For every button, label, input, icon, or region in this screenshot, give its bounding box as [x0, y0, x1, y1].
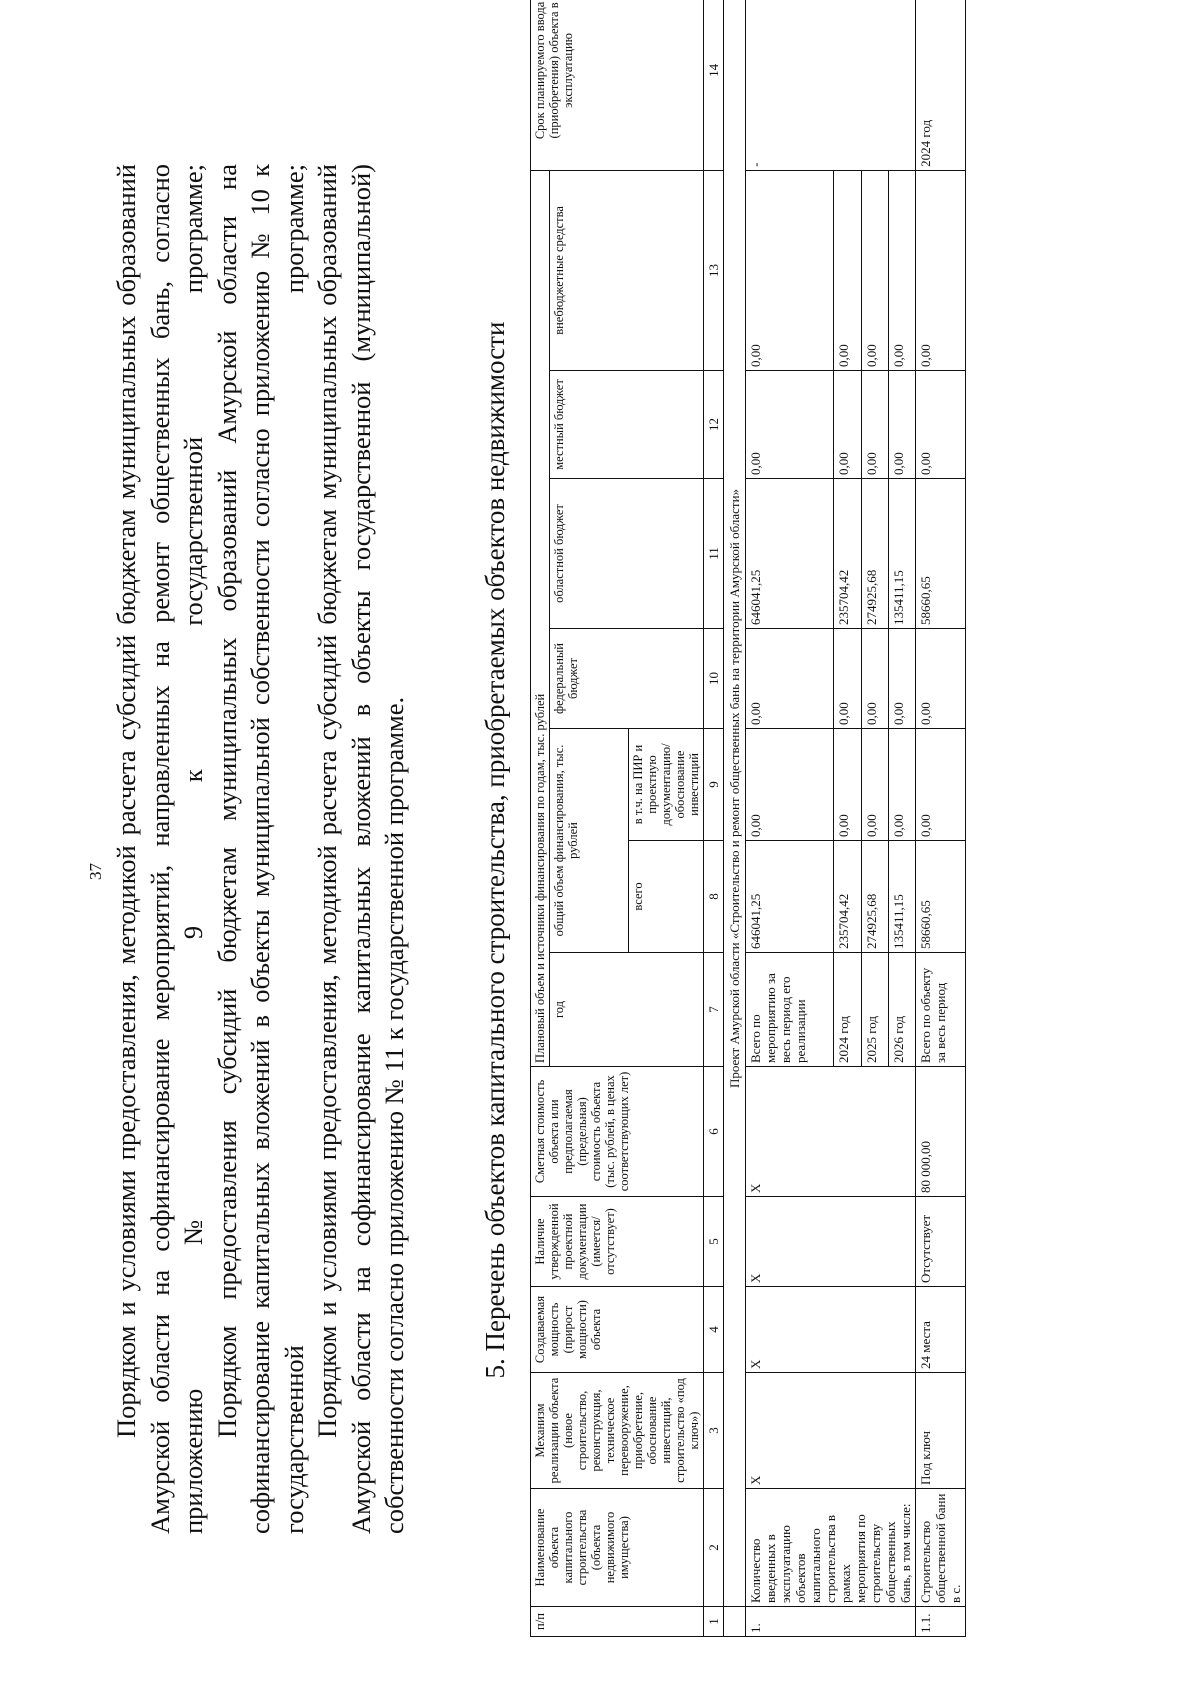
row-regional: 135411,15	[888, 479, 915, 629]
row-federal: 0,00	[916, 629, 966, 729]
section-title: Проект Амурской области «Строительство и ремонт общественных бань на территории Амурской области»	[724, 0, 746, 1607]
header-local: местный бюджет	[550, 371, 704, 479]
section-empty-cell	[724, 1607, 746, 1637]
row-cost: X	[746, 1067, 916, 1197]
row-pir: 0,00	[861, 729, 888, 841]
row-cost: 80 000,00	[916, 1067, 966, 1197]
objects-table	[530, 0, 966, 1637]
row-offbudget: 0,00	[916, 170, 966, 370]
col-number: 7	[704, 953, 724, 1067]
row-federal: 0,00	[861, 629, 888, 729]
header-col-mechanism: Механизм реализации объекта (новое строительство, реконструкция, техническое перевооружение, приобретение, обоснование инвестиций, строительство «под ключ»)	[531, 1373, 704, 1489]
row-power: 24 места	[916, 1287, 966, 1373]
header-col-power: Создаваемая мощность (прирост мощности) объекта	[531, 1287, 704, 1373]
table-row	[746, 0, 834, 1637]
col-number: 6	[704, 1067, 724, 1197]
col-number: 14	[704, 0, 724, 170]
row-pir: 0,00	[834, 729, 861, 841]
header-total-financing: общий объем финансирования, тыс. рублей	[550, 729, 629, 953]
row-regional: 235704,42	[834, 479, 861, 629]
header-plan: Плановый объем и источники финансирования по годам, тыс. рублей	[531, 170, 550, 1066]
header-year: год	[550, 953, 704, 1067]
row-name: Количество введенных в эксплуатацию объектов капитального строительства в рамках мероприятия по строительству общественных бань, в том числе:	[746, 1489, 916, 1607]
col-number: 8	[704, 841, 724, 953]
row-regional: 646041,25	[746, 479, 834, 629]
row-documentation: X	[746, 1197, 916, 1287]
col-number: 10	[704, 629, 724, 729]
row-offbudget: 0,00	[888, 170, 915, 370]
section-row	[724, 0, 746, 1637]
row-year: Всего по объекту за весь период	[916, 953, 966, 1067]
row-term: -	[746, 0, 916, 170]
row-offbudget: 0,00	[834, 170, 861, 370]
header-col-cost: Сметная стоимость объекта или предполагаемая (предельная) стоимость объекта (тыс. рублей, в ценах соответствующих лет)	[531, 1067, 704, 1197]
page-number: 37	[86, 863, 105, 880]
row-offbudget: 0,00	[746, 170, 834, 370]
row-number: 1.	[746, 1607, 916, 1637]
col-number: 4	[704, 1287, 724, 1373]
row-regional: 58660,65	[916, 479, 966, 629]
paragraph-3: Порядком и условиями предоставления, методикой расчета субсидий бюджетам муниципальных образований Амурской области на софинансирование капитальных вложений в объекты государственной (муниципальной) собственности согласно приложению № 11 к государственной программе.	[312, 164, 409, 1534]
paragraph-2: Порядком предоставления субсидий бюджетам муниципальных образований Амурской области на софинансирование капитальных вложений в объекты муниципальной собственности согласно приложению № 10 к государственной программе;	[211, 164, 309, 1534]
row-total: 235704,42	[834, 841, 861, 953]
row-name: Строительство общественной бани в с.	[916, 1489, 966, 1607]
row-federal: 0,00	[834, 629, 861, 729]
header-offbudget: внебюджетные средства	[550, 170, 704, 370]
col-number: 9	[704, 729, 724, 841]
section-heading: 5. Перечень объектов капитального строительства, приобретаемых объектов недвижимости	[480, 321, 510, 1379]
row-year: 2026 год	[888, 953, 915, 1067]
row-pir: 0,00	[916, 729, 966, 841]
paragraph-1: Порядком и условиями предоставления, методикой расчета субсидий бюджетам муниципальных образований Амурской области на софинансирование мероприятий, направленных на ремонт общественных бань, согласно приложению № 9 к государственной программе;	[111, 164, 208, 1534]
col-number: 11	[704, 479, 724, 629]
row-offbudget: 0,00	[861, 170, 888, 370]
row-local: 0,00	[916, 371, 966, 479]
col-number: 5	[704, 1197, 724, 1287]
row-regional: 274925,68	[861, 479, 888, 629]
col-number: 2	[704, 1489, 724, 1607]
row-mechanism: X	[746, 1373, 916, 1489]
header-federal: федеральный бюджет	[550, 629, 704, 729]
table-row	[916, 0, 966, 1637]
col-number: 3	[704, 1373, 724, 1489]
row-total: 58660,65	[916, 841, 966, 953]
row-term: 2024 год	[916, 0, 966, 170]
row-number: 1.1.	[916, 1607, 966, 1637]
col-number: 13	[704, 170, 724, 370]
header-pir: в т.ч. на ПИР и проектную документацию/ обоснование инвестиций	[629, 729, 704, 841]
header-regional: областной бюджет	[550, 479, 704, 629]
row-total: 646041,25	[746, 841, 834, 953]
row-year: Всего по мероприятию за весь период его реализации	[746, 953, 834, 1067]
row-local: 0,00	[888, 371, 915, 479]
row-local: 0,00	[834, 371, 861, 479]
row-year: 2024 год	[834, 953, 861, 1067]
row-power: X	[746, 1287, 916, 1373]
row-pir: 0,00	[888, 729, 915, 841]
row-documentation: Отсутствует	[916, 1197, 966, 1287]
row-mechanism: Под ключ	[916, 1373, 966, 1489]
row-total: 274925,68	[861, 841, 888, 953]
col-number: 1	[704, 1607, 724, 1637]
header-col-num: п/п	[531, 1607, 704, 1637]
col-number: 12	[704, 371, 724, 479]
text-body	[110, 164, 412, 1534]
row-pir: 0,00	[746, 729, 834, 841]
row-federal: 0,00	[888, 629, 915, 729]
header-total-all: всего	[629, 841, 704, 953]
row-federal: 0,00	[746, 629, 834, 729]
row-local: 0,00	[861, 371, 888, 479]
row-total: 135411,15	[888, 841, 915, 953]
header-row-1	[531, 0, 550, 1637]
column-numbers-row	[704, 0, 724, 1637]
header-col-term: Срок планируемого ввода (приобретения) объекта в эксплуатацию	[531, 0, 704, 170]
header-col-name: Наименование объекта капитального строительства (объекта недвижимого имущества)	[531, 1489, 704, 1607]
row-year: 2025 год	[861, 953, 888, 1067]
row-local: 0,00	[746, 371, 834, 479]
header-col-documentation: Наличие утвержденной проектной документации (имеется/ отсутствует)	[531, 1197, 704, 1287]
